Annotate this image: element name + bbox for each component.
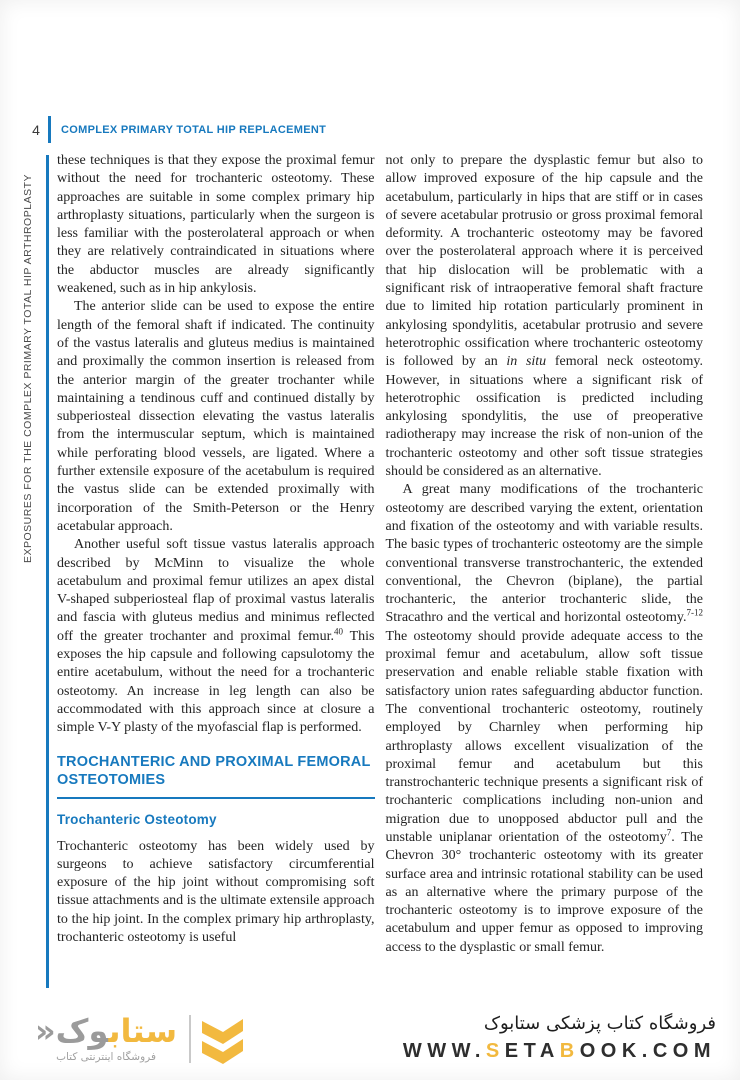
paragraph: Another useful soft tissue vastus lateralis approach described by McMinn to visualize the whole acetabulum and proximal femur utilizes an apex distal V-shaped subperiosteal flap of proximal vastus lateralis and fascia with gluteus medius and minimus reflected off the greater trochanter and proximal femur.$^{40}$ This exposes the hip capsule and following capsulotomy the entire acetabulum, without the need for a trochanteric osteotomy. An increase in leg length can also be accommodated with this approach since at closure a simple V-Y plasty of the myofascial flap is performed.	[57, 537, 375, 736]
paragraph: The anterior slide can be used to expose the entire length of the femoral shaft if indicated. The continuity of the vastus lateralis and gluteus medius is maintained and proximally the common insertion is released from the anterior margin of the greater trochanter while maintaining a tendinous cuff and continued distally by subperiosteal dissection elevating the vastus lateralis from the intermuscular septum, which is maintained while perforating blood vessels, are ligated. Where a further extensile exposure of the acetabulum is required the vastus slide can be extended proximally with incorporation of the Smith-Peterson or the Henry acetabular approach.	[57, 299, 375, 534]
setabook-logo	[35, 1013, 245, 1073]
page-number: 4	[32, 121, 40, 138]
running-head: COMPLEX PRIMARY TOTAL HIP REPLACEMENT	[61, 123, 327, 136]
paragraph: A great many modifications of the trochanteric osteotomy are described varying the extent, orientation and fixation of the osteotomy and with variable results. The basic types of trochanteric osteotomy are the simple conventional transverse transtrochanteric, the extended conventional, the Chevron (biplane), the partial trochanteric, the anterior trochanteric slide, the Stracathro and the vertical and horizontal osteotomy.$^{7-12}$ The osteotomy should provide adequate access to the proximal femur and acetabulum, allow soft tissue preservation and enable reliable stable fixation with satisfactory union rates safeguarding abductor function. The conventional trochanteric osteotomy, routinely employed by Charnley when performing hip arthroplasty allows excellent visualization of the proximal femur and acetabulum but this transtrochanteric technique presents a significant risk of trochanteric complications including non-union and migration due to unopposed abductor pull and the unstable uniplanar orientation of the osteotomy$^7$. The Chevron 30° trochanteric osteotomy with its greater surface area and intrinsic rotational stability can be used as an alternative where the primary purpose of the trochanteric osteotomy is to improve exposure of the acetabulum and upper femur as opposed to improving access to the dysplastic or small femur.	[385, 482, 703, 955]
subsection-heading: Trochanteric Osteotomy	[57, 811, 217, 827]
store-title-persian: فروشگاه کتاب پزشکی ستابوک	[483, 1013, 716, 1034]
paragraph: Trochanteric osteotomy has been widely used by surgeons to achieve satisfactory circumferential exposure of the hip joint without compromising soft tissue attachments and is the ultimate extensile approach to the hip joint. In the complex primary hip arthroplasty, trochanteric osteotomy is useful	[57, 838, 375, 945]
paragraph: these techniques is that they expose the proximal femur without the need for trochanteric osteotomy. These approaches are suitable in some complex primary hip arthroplasty situations, particularly when the surgeon is less familiar with the posterolateral approach or when they are relatively contraindicated in situations where the abductor muscles are already significantly weakened, such as in hip ankylosis.	[57, 153, 375, 297]
logo-wordmark: ستابوک«	[35, 1012, 178, 1050]
page-header	[28, 116, 326, 143]
paragraph: not only to prepare the dysplastic femur but also to allow improved exposure of the hip capsule and the acetabulum, particularly in hips that are stiff or in cases of severe acetabular protrusio or gross proximal femoral deformity. A trochanteric osteotomy may be favored over the posterolateral approach where it is perceived that hip dislocation will be problematic with a significant risk of intraoperative femoral shaft fracture due to limited hip rotation particularly prominent in ankylosing spondylitis, acetabular protrusio and severe heterotrophic ossification where trochanteric osteotomy is followed by an in situ femoral neck osteotomy. However, in situations where a significant risk of heterotrophic ossification is predicted including ankylosing spondylitis, the use of preoperative radiotherapy may increase the risk of non-union of the trochanteric osteotomy and other soft tissue strategies should be considered as an alternative.	[385, 153, 703, 480]
page-footer	[0, 1005, 740, 1080]
body-left-column	[57, 152, 375, 957]
logo-divider	[189, 1015, 191, 1063]
page-body	[57, 152, 703, 957]
double-chevron-book-icon	[199, 1013, 245, 1073]
logo-subtitle: فروشگاه اینترنتی کتاب	[56, 1051, 156, 1063]
sidebar-accent-rule	[46, 155, 49, 988]
section-heading: TROCHANTERIC AND PROXIMAL FEMORAL OSTEOTOMIES	[57, 753, 375, 799]
header-accent-bar	[48, 116, 51, 143]
website-url: WWW.SETABOOK.COM	[402, 1040, 716, 1062]
body-right-column	[386, 152, 704, 957]
store-footer-text	[403, 1011, 716, 1063]
sidebar-chapter-title: EXPOSURES FOR THE COMPLEX PRIMARY TOTAL HIP ARTHROPLASTY	[22, 174, 34, 563]
